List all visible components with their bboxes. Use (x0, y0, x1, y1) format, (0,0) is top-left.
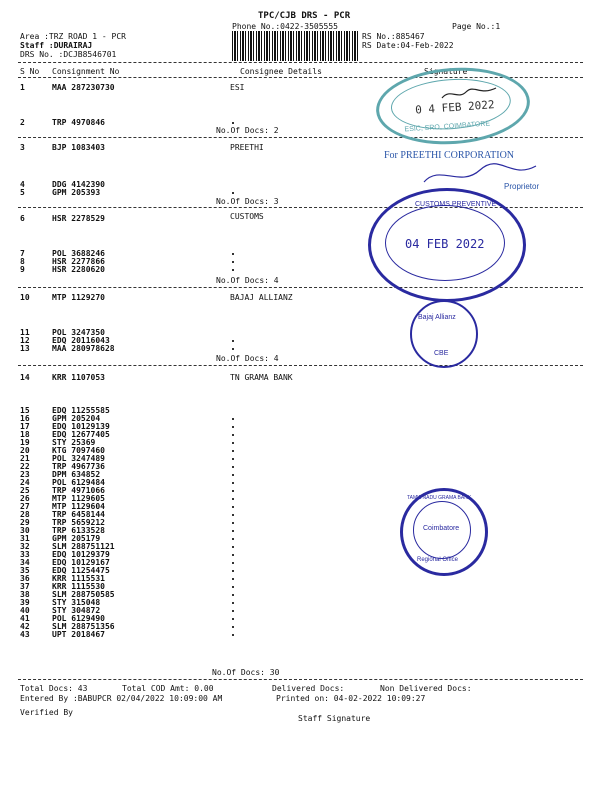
dot-marker (232, 450, 234, 452)
row-sno: 12 (20, 336, 30, 345)
dot-marker (232, 498, 234, 500)
row-consignment-no: POL 6129490 (52, 614, 105, 623)
col-details: Consignee Details (240, 67, 322, 76)
dot-marker (232, 348, 234, 350)
row-consignment-no: DPM 634852 (52, 470, 101, 479)
customs-stamp-date: 04 FEB 2022 (405, 237, 485, 251)
row-consignment-no: KTG 7097460 (52, 446, 105, 455)
row-consignment-no: TRP 6458144 (52, 510, 105, 519)
consignee-name: CUSTOMS (230, 212, 264, 221)
row-consignment-no: MTP 1129604 (52, 502, 105, 511)
preethi-stamp: For PREETHI CORPORATION (384, 150, 515, 161)
dot-marker (232, 506, 234, 508)
total-docs: Total Docs: 43 (20, 684, 88, 693)
row-sno: 23 (20, 470, 30, 479)
row-consignment-no: KRR 1107053 (52, 373, 105, 382)
dot-marker (232, 466, 234, 468)
row-consignment-no: MAA 287230730 (52, 83, 115, 92)
row-consignment-no: HSR 2278529 (52, 214, 105, 223)
tn-stamp-office: Regional Office (417, 557, 458, 563)
row-sno: 19 (20, 438, 30, 447)
row-sno: 14 (20, 373, 30, 382)
row-consignment-no: TRP 6133528 (52, 526, 105, 535)
row-consignment-no: HSR 2280620 (52, 265, 105, 274)
divider (18, 137, 583, 138)
esi-stamp-text: ESIC, SRO, COIMBATORE (404, 120, 491, 134)
dot-marker (232, 514, 234, 516)
row-sno: 32 (20, 542, 30, 551)
dot-marker (232, 602, 234, 604)
row-consignment-no: MTP 1129605 (52, 494, 105, 503)
printed-on: Printed on: 04-02-2022 10:09:27 (276, 694, 426, 703)
row-consignment-no: EDQ 10129379 (52, 550, 110, 559)
divider (18, 62, 583, 63)
row-sno: 27 (20, 502, 30, 511)
row-sno: 30 (20, 526, 30, 535)
doc-count: No.Of Docs: 3 (216, 197, 279, 206)
row-sno: 5 (20, 188, 25, 197)
row-consignment-no: STY 25369 (52, 438, 96, 447)
row-sno: 37 (20, 582, 30, 591)
verified-by: Verified By (20, 708, 73, 717)
row-sno: 17 (20, 422, 30, 431)
row-sno: 6 (20, 214, 25, 223)
row-sno: 39 (20, 598, 30, 607)
row-sno: 38 (20, 590, 30, 599)
consignee-name: TN GRAMA BANK (230, 373, 293, 382)
dot-marker (232, 594, 234, 596)
row-consignment-no: EDQ 12677405 (52, 430, 110, 439)
row-consignment-no: MAA 280978628 (52, 344, 115, 353)
dot-marker (232, 261, 234, 263)
row-sno: 29 (20, 518, 30, 527)
row-sno: 3 (20, 143, 25, 152)
dot-marker (232, 546, 234, 548)
row-sno: 40 (20, 606, 30, 615)
row-sno: 2 (20, 118, 25, 127)
signature-preethi (420, 160, 540, 190)
rs-date: RS Date:04-Feb-2022 (362, 41, 454, 50)
staff-label: Staff :DURAIRAJ (20, 41, 93, 50)
row-sno: 21 (20, 454, 30, 463)
document-title: TPC/CJB DRS - PCR (258, 11, 351, 21)
barcode (232, 31, 358, 61)
row-sno: 36 (20, 574, 30, 583)
staff-signature: Staff Signature (298, 714, 371, 723)
row-consignment-no: EDQ 10129167 (52, 558, 110, 567)
row-sno: 4 (20, 180, 25, 189)
dot-marker (232, 578, 234, 580)
row-consignment-no: POL 3247350 (52, 328, 105, 337)
row-sno: 11 (20, 328, 30, 337)
doc-count: No.Of Docs: 4 (216, 354, 279, 363)
tn-stamp-text: TAMIL NADU GRAMA BANK (407, 495, 472, 501)
row-sno: 18 (20, 430, 30, 439)
row-sno: 20 (20, 446, 30, 455)
row-consignment-no: SLM 288751121 (52, 542, 115, 551)
row-sno: 33 (20, 550, 30, 559)
page-number: Page No.:1 (452, 22, 501, 31)
dot-marker (232, 458, 234, 460)
consignee-name: BAJAJ ALLIANZ (230, 293, 293, 302)
row-sno: 28 (20, 510, 30, 519)
row-consignment-no: SLM 288750585 (52, 590, 115, 599)
drs-number: DRS No. :DCJB8546701 (20, 50, 117, 59)
dot-marker (232, 253, 234, 255)
row-sno: 43 (20, 630, 30, 639)
dot-marker (232, 554, 234, 556)
dot-marker (232, 192, 234, 194)
row-sno: 22 (20, 462, 30, 471)
row-sno: 13 (20, 344, 30, 353)
dot-marker (232, 442, 234, 444)
dot-marker (232, 340, 234, 342)
row-consignment-no: EDQ 11255585 (52, 406, 110, 415)
row-consignment-no: KRR 1115531 (52, 574, 105, 583)
signature-esi (440, 84, 500, 104)
customs-stamp (368, 188, 526, 302)
dot-marker (232, 562, 234, 564)
divider (18, 365, 583, 366)
row-consignment-no: TRP 4970846 (52, 118, 105, 127)
dot-marker (232, 122, 234, 124)
row-sno: 42 (20, 622, 30, 631)
bajaj-stamp-text: Bajaj Allianz (418, 314, 456, 321)
dot-marker (232, 618, 234, 620)
tn-grama-stamp (400, 488, 488, 576)
doc-count: No.Of Docs: 4 (216, 276, 279, 285)
row-sno: 26 (20, 494, 30, 503)
row-sno: 10 (20, 293, 30, 302)
row-sno: 41 (20, 614, 30, 623)
row-sno: 9 (20, 265, 25, 274)
row-consignment-no: MTP 1129270 (52, 293, 105, 302)
dot-marker (232, 626, 234, 628)
row-sno: 8 (20, 257, 25, 266)
dot-marker (232, 426, 234, 428)
row-consignment-no: GPM 205204 (52, 414, 101, 423)
col-consignment: Consignment No (52, 67, 120, 76)
entered-by: Entered By :BABUPCR 02/04/2022 10:09:00 AM (20, 694, 223, 703)
row-consignment-no: GPM 205179 (52, 534, 101, 543)
dot-marker (232, 418, 234, 420)
row-consignment-no: GPM 205393 (52, 188, 101, 197)
phone-number: Phone No.:0422-3505555 (232, 22, 338, 31)
dot-marker (232, 490, 234, 492)
doc-count: No.Of Docs: 30 (212, 668, 280, 677)
dot-marker (232, 474, 234, 476)
row-consignment-no: POL 3688246 (52, 249, 105, 258)
row-consignment-no: TRP 5659212 (52, 518, 105, 527)
row-sno: 24 (20, 478, 30, 487)
dot-marker (232, 538, 234, 540)
row-consignment-no: BJP 1083403 (52, 143, 105, 152)
row-consignment-no: DDG 4142390 (52, 180, 105, 189)
row-sno: 7 (20, 249, 25, 258)
row-consignment-no: POL 6129484 (52, 478, 105, 487)
row-consignment-no: TRP 4971066 (52, 486, 105, 495)
col-sno: S No (20, 67, 40, 76)
doc-count: No.Of Docs: 2 (216, 126, 279, 135)
preethi-proprietor: Proprietor (504, 182, 540, 191)
rs-number: RS No.:885467 (362, 32, 425, 41)
row-consignment-no: TRP 4967736 (52, 462, 105, 471)
dot-marker (232, 522, 234, 524)
row-consignment-no: STY 315048 (52, 598, 101, 607)
row-consignment-no: SLM 288751356 (52, 622, 115, 631)
dot-marker (232, 530, 234, 532)
row-consignment-no: POL 3247489 (52, 454, 105, 463)
bajaj-stamp-city: CBE (434, 350, 449, 357)
row-sno: 25 (20, 486, 30, 495)
dot-marker (232, 610, 234, 612)
delivered-docs: Delivered Docs: (272, 684, 345, 693)
row-consignment-no: EDQ 20116043 (52, 336, 110, 345)
bajaj-stamp (410, 300, 478, 368)
customs-stamp-text: CUSTOMS PREVENTIVE (415, 201, 497, 208)
esi-stamp-date: 0 4 FEB 2022 (414, 98, 495, 117)
non-delivered-docs: Non Delivered Docs: (380, 684, 472, 693)
dot-marker (232, 586, 234, 588)
dot-marker (232, 269, 234, 271)
row-sno: 35 (20, 566, 30, 575)
row-consignment-no: KRR 1115530 (52, 582, 105, 591)
area-label: Area :TRZ ROAD 1 - PCR (20, 32, 126, 41)
dot-marker (232, 434, 234, 436)
row-sno: 16 (20, 414, 30, 423)
row-consignment-no: EDQ 11254475 (52, 566, 110, 575)
consignee-name: ESI (230, 83, 245, 92)
row-sno: 34 (20, 558, 30, 567)
row-sno: 1 (20, 83, 25, 92)
col-signature: Signature (424, 67, 468, 76)
row-consignment-no: EDQ 10129139 (52, 422, 110, 431)
consignee-name: PREETHI (230, 143, 264, 152)
total-cod: Total COD Amt: 0.00 (122, 684, 214, 693)
dot-marker (232, 482, 234, 484)
divider (18, 679, 583, 680)
dot-marker (232, 634, 234, 636)
row-consignment-no: STY 304872 (52, 606, 101, 615)
row-consignment-no: UPT 2018467 (52, 630, 105, 639)
dot-marker (232, 570, 234, 572)
tn-stamp-sub: Coimbatore (423, 525, 460, 532)
row-sno: 31 (20, 534, 30, 543)
row-sno: 15 (20, 406, 30, 415)
row-consignment-no: HSR 2277866 (52, 257, 105, 266)
